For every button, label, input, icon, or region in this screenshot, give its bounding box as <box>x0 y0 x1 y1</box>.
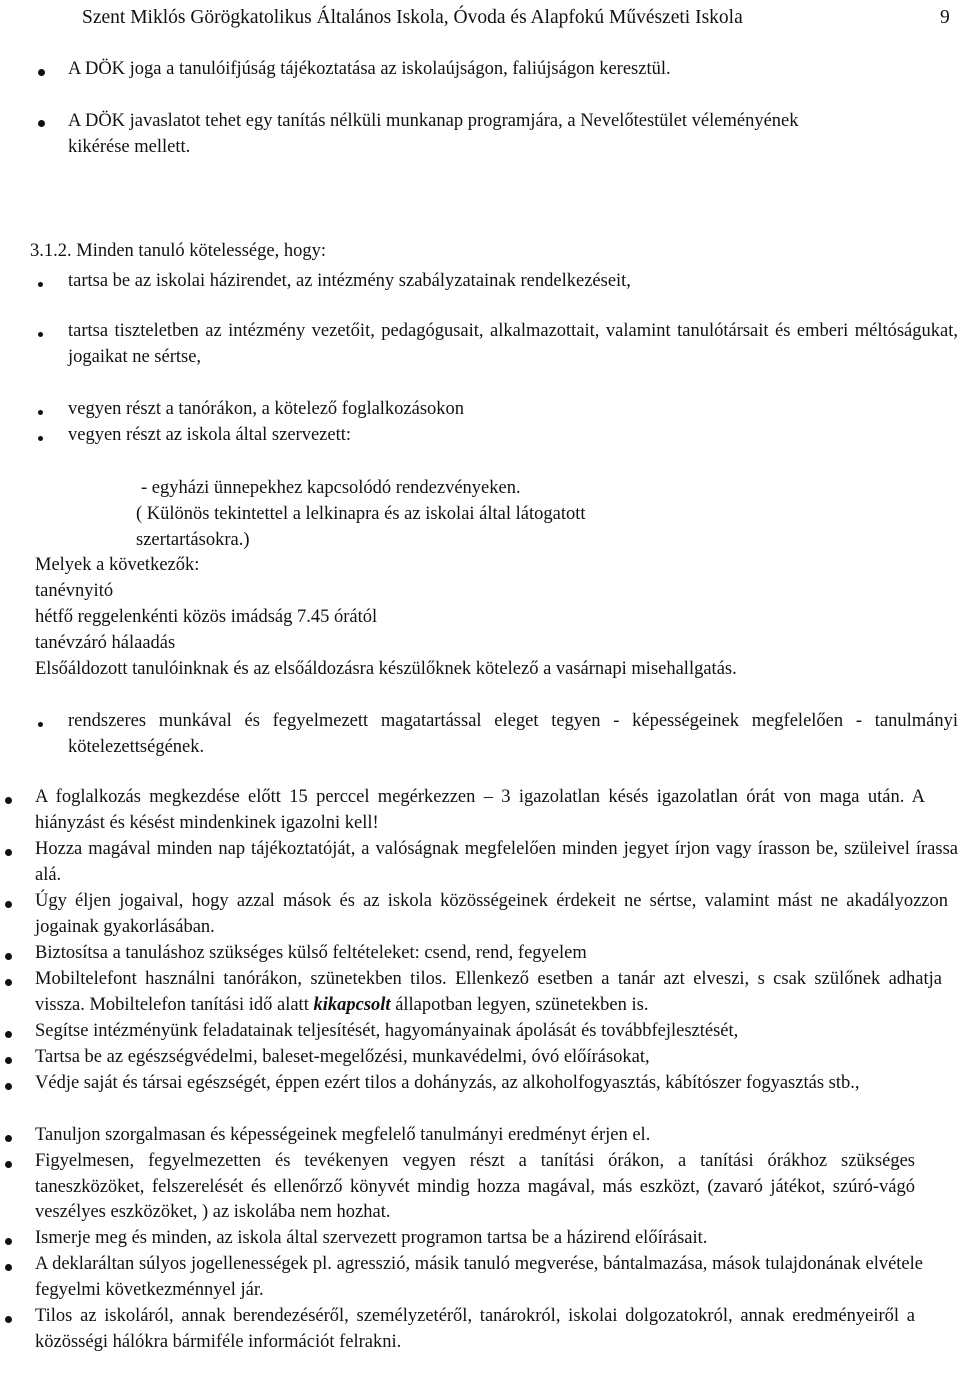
duty-item: Úgy éljen jogaival, hogy azzal mások és az iskola közösségeinek érdekeit ne sértse, valamint mást ne akadályozzon jogainak gyakorlásában. <box>35 891 948 937</box>
sub-note: ( Különös tekintettel a lelkinapra és az iskolai által látogatott szertartásokra.) <box>136 504 586 550</box>
bullet-icon <box>5 1031 12 1038</box>
events-intro: Melyek a következők: <box>35 555 200 575</box>
duty-item: A foglalkozás megkezdése előtt 15 perccel megérkezzen – 3 igazolatlan késés igazolatlan órát von maga után. A hiányzást és késést mindenkinek igazolni kell! <box>35 787 925 833</box>
duty-item: Tartsa be az egészségvédelmi, baleset-megelőzési, munkavédelmi, óvó előírásokat, <box>35 1047 650 1067</box>
event-item: tanévnyitó <box>35 581 114 601</box>
study-bullet: rendszeres munkával és fegyelmezett magatartással eleget tegyen - képességeinek megfelelően - tanulmányi kötelezettségének. <box>68 711 958 757</box>
duty-item: Hozza magával minden nap tájékoztatóját, a valóságnak megfelelően minden jegyet írjon vagy írasson be, szüleivel írassa alá. <box>35 839 958 885</box>
page-header: Szent Miklós Görögkatolikus Általános Iskola, Óvoda és Alapfokú Művészeti Iskola <box>82 7 743 28</box>
duty-item: A deklaráltan súlyos jogellenességek pl. agresszió, másik tanuló megverése, bántalmazása, mások tulajdonának elvétele fegyelmi következménnyel jár. <box>35 1254 923 1300</box>
bullet-icon <box>38 332 43 337</box>
bullet-icon <box>5 797 12 804</box>
duty-item: Védje saját és társai egészségét, éppen ezért tilos a dohányzás, az alkoholfogyasztás, kábítószer fogyasztás stb., <box>35 1073 860 1093</box>
bullet-icon <box>5 953 12 960</box>
bullet-icon <box>5 1238 12 1245</box>
duty-item-mobile <box>35 967 942 1018</box>
bullet-icon <box>5 1161 12 1168</box>
bullet-icon <box>38 722 43 727</box>
duty-bullet-3: vegyen részt a tanórákon, a kötelező foglalkozásokon <box>68 399 465 419</box>
bullet-icon <box>5 1264 12 1271</box>
duty-bullet-4: vegyen részt az iskola által szervezett: <box>68 425 352 445</box>
top-bullet-2: A DÖK javaslatot tehet egy tanítás nélküli munkanap programjára, a Nevelőtestület véleményének kikérése mellett. <box>68 111 799 157</box>
bullet-icon <box>5 1135 12 1142</box>
duty-item: Ismerje meg és minden, az iskola által szervezett programon tartsa be a házirend előírásait. <box>35 1228 708 1248</box>
event-item: Elsőáldozott tanulóinknak és az elsőáldozásra készülőknek kötelező a vasárnapi misehallgatás. <box>35 659 737 679</box>
bullet-icon <box>38 436 43 441</box>
bullet-icon <box>5 901 12 908</box>
duty-bullet-2: tartsa tiszteletben az intézmény vezetőit, pedagógusait, alkalmazottait, valamint tanulótársait és emberi méltóságukat, jogaikat ne sértse, <box>68 321 958 367</box>
top-bullet-1: A DÖK joga a tanulóifjúság tájékoztatása az iskolaújságon, faliújságon keresztül. <box>68 59 671 79</box>
bullet-icon <box>5 849 12 856</box>
duty-item: Segítse intézményünk feladatainak teljesítését, hagyományainak ápolását és továbbfejlesztését, <box>35 1021 739 1041</box>
bullet-icon <box>38 120 45 127</box>
bullet-icon <box>5 1316 12 1323</box>
bullet-icon <box>38 69 45 76</box>
duty-item: Tilos az iskoláról, annak berendezéséről, személyzetéről, tanárokról, iskolai dolgozatokról, annak eredményeiről a közösségi hálókra bármiféle információt felrakni. <box>35 1306 915 1352</box>
bullet-icon <box>5 979 12 986</box>
bullet-icon <box>38 282 43 287</box>
duty-item: Tanuljon szorgalmasan és képességeinek megfelelő tanulmányi eredményt érjen el. <box>35 1125 651 1145</box>
event-item: hétfő reggelenkénti közös imádság 7.45 órától <box>35 607 378 627</box>
mobile-text-start: Mobiltelefont használni tanórákon, szünetekben tilos. Ellenkező esetben a tanár azt elveszi, s csak szülőnek adhatja vissza. Mobiltelefon tanítási idő alatt <box>35 969 942 1015</box>
bullet-icon <box>38 410 43 415</box>
sub-line: - egyházi ünnepekhez kapcsolódó rendezvényeken. <box>141 478 521 498</box>
event-item: tanévzáró hálaadás <box>35 633 176 653</box>
page-number: 9 <box>940 7 950 28</box>
duty-item: Biztosítsa a tanuláshoz szükséges külső feltételeket: csend, rend, fegyelem <box>35 943 587 963</box>
emphasis-kikapcsolt: kikapcsolt <box>313 994 391 1015</box>
duty-bullet-1: tartsa be az iskolai házirendet, az intézmény szabályzatainak rendelkezéseit, <box>68 271 631 291</box>
bullet-icon <box>5 1057 12 1064</box>
bullet-icon <box>5 1083 12 1090</box>
section-heading: 3.1.2. Minden tanuló kötelessége, hogy: <box>30 241 326 261</box>
mobile-text-end: állapotban legyen, szünetekben is. <box>390 994 649 1015</box>
duty-item: Figyelmesen, fegyelmezetten és tevékenyen vegyen részt a tanítási órákon, a tanítási órákhoz szükséges taneszközöket, felszerelését és ellenőrző könyvét mindig hozza magával, más eszközt, (zavaró játékot, szúró-vágó veszélyes eszközöket, ) az iskolába nem hozhat. <box>35 1151 915 1223</box>
